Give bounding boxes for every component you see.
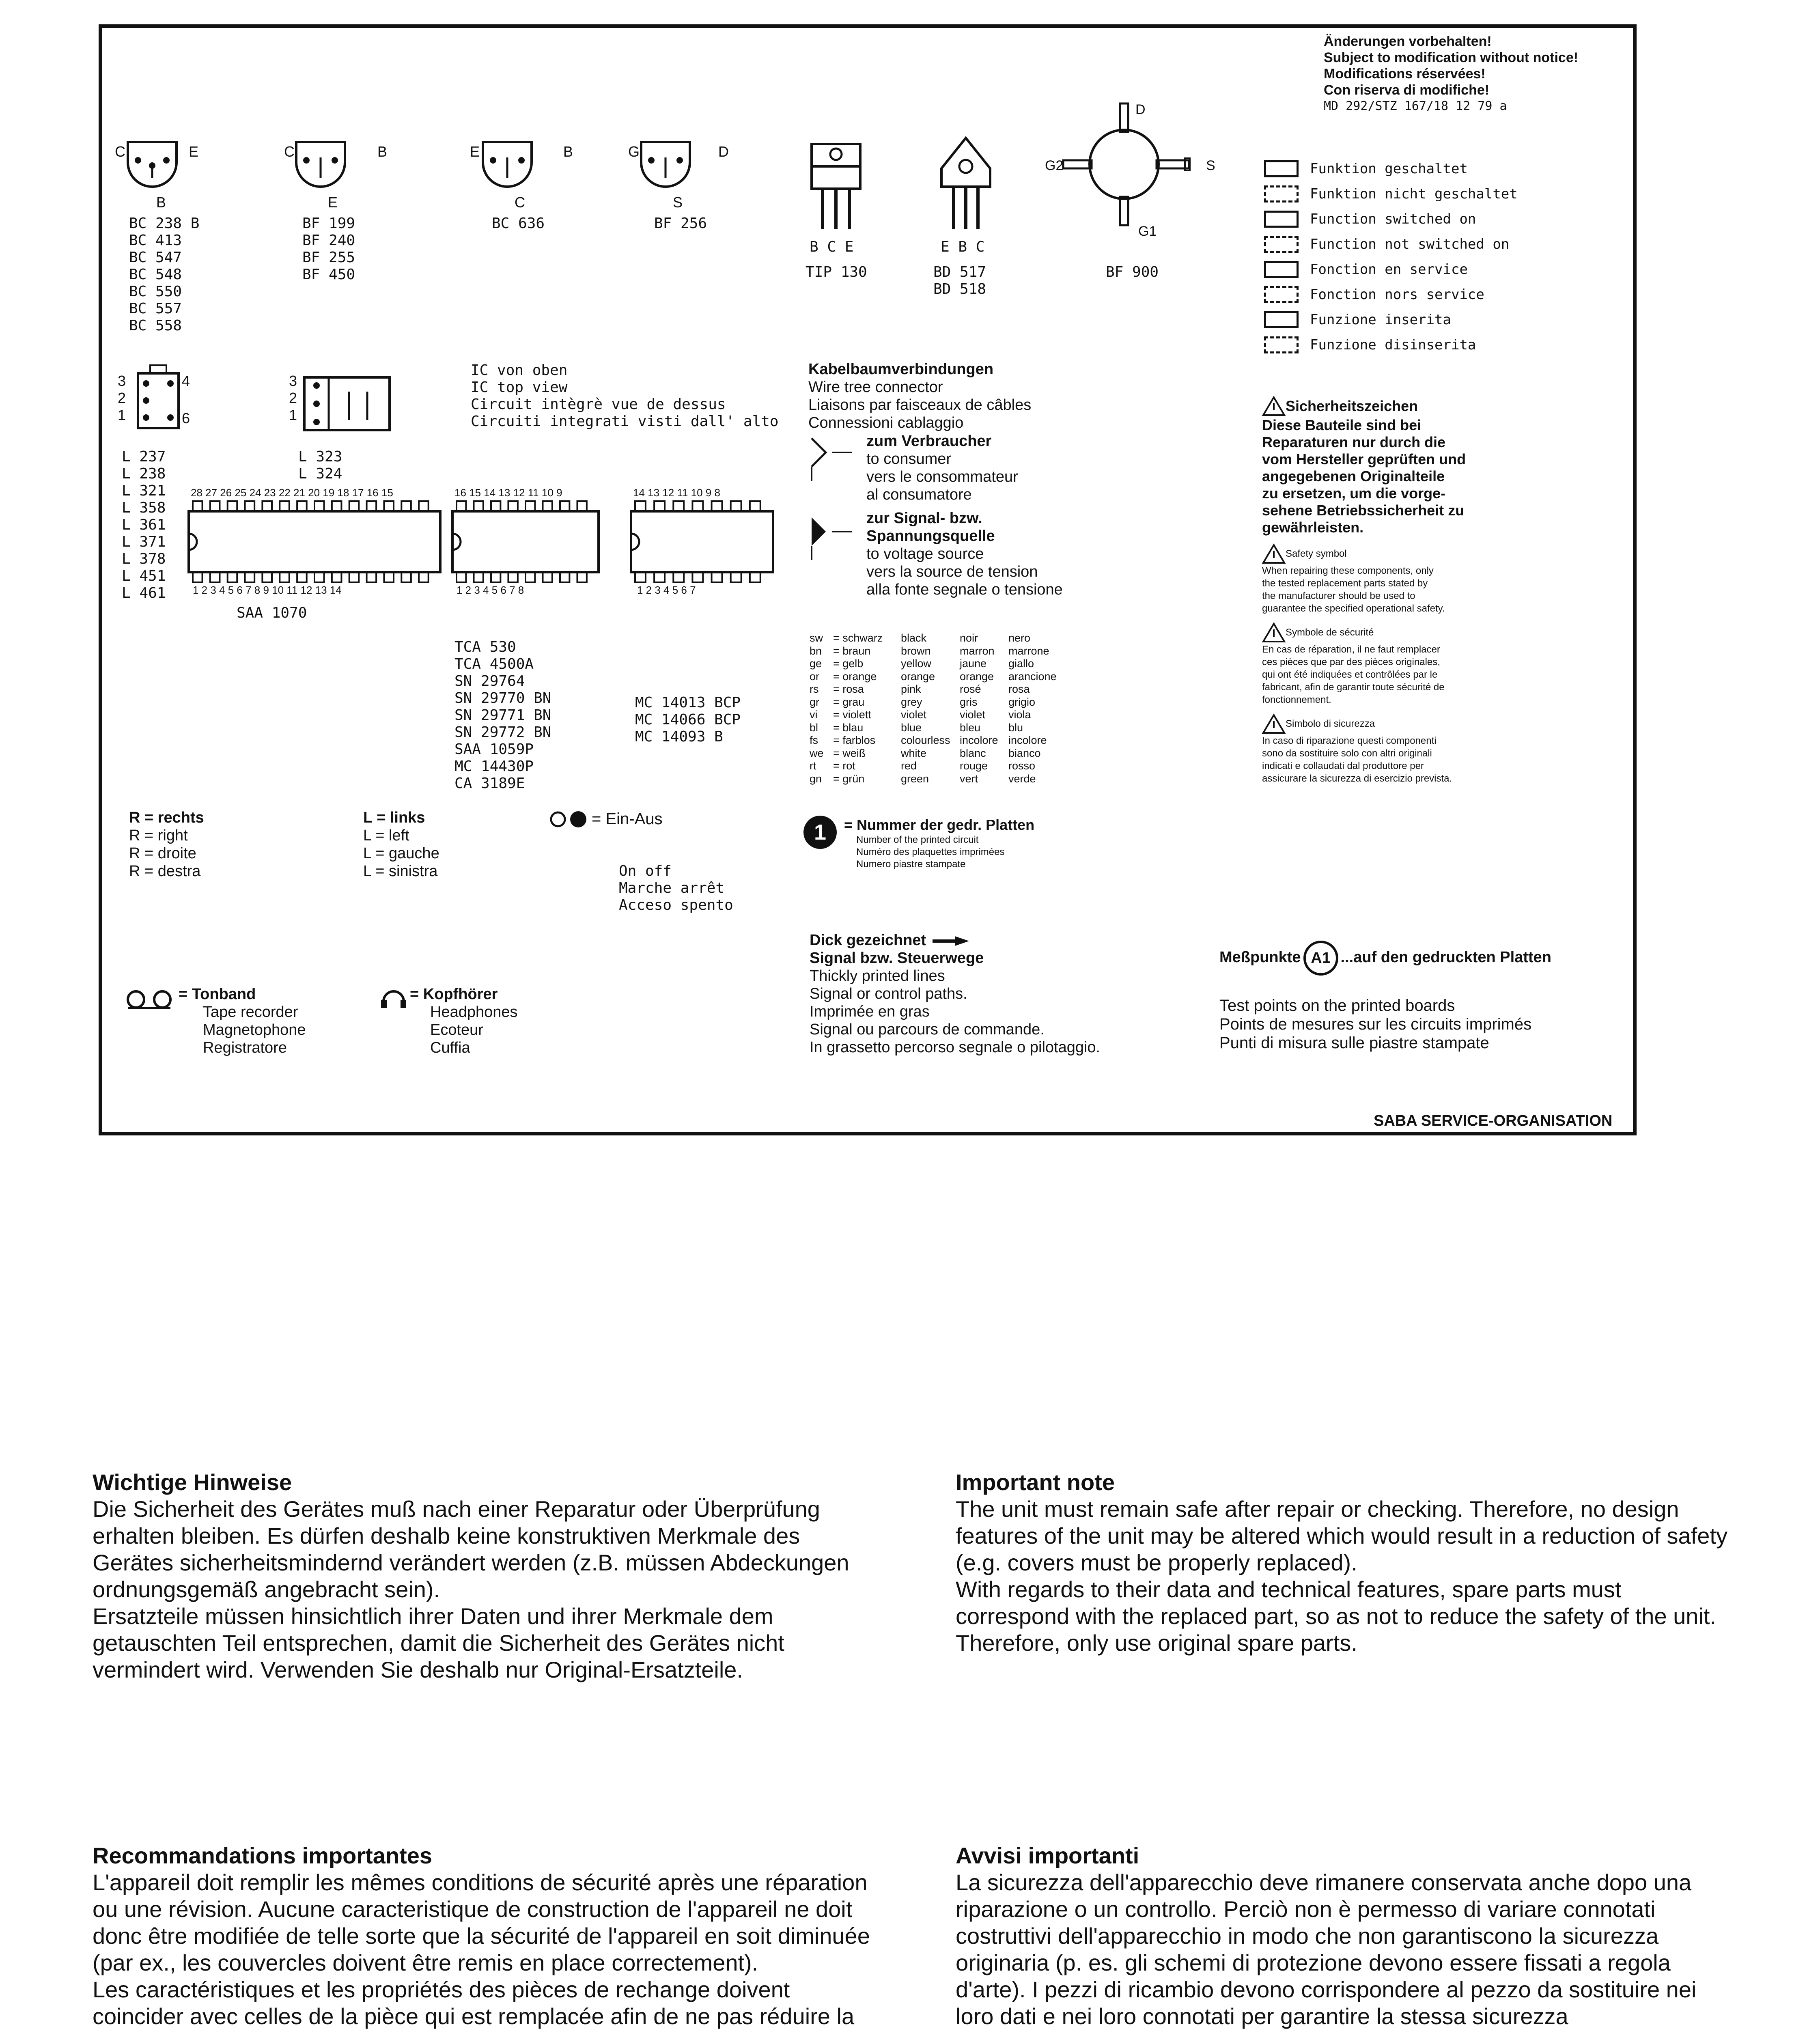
note-german: Wichtige Hinweise Die Sicherheit des Gerätes muß nach einer Reparatur oder Überprüfung erhalten bleiben. Es dürfen deshalb keine konstruktiven Merkmale des Gerätes sicherheitsmindernd verändert werden (z.B. müssen Abdeckungen ordnungsgemäß angebracht sein). Ersatzteile müssen hinsichtlich ihrer Daten und ihrer Merkmale dem getauschten Teil entsprechen, damit die Sicherheit des Gerätes nicht vermindert wird. Verwenden Sie deshalb nur Original-Ersatzteile. (93, 1469, 849, 1682)
ic-pin (731, 501, 741, 511)
pin-label: C (284, 143, 295, 160)
ic-dip28-icon (185, 499, 444, 584)
wire-color-cell: bl (810, 721, 818, 734)
tape-recorder-icon (124, 987, 177, 1012)
pin-label: S (1206, 158, 1215, 173)
to220-package-icon (810, 136, 870, 241)
thick-arrow-icon (930, 935, 971, 947)
wire-color-cell: rosé (960, 683, 981, 695)
wire-color-cell: = gelb (833, 657, 864, 670)
wire-color-cell: incolore (1008, 734, 1047, 746)
wire-color-cell: blanc (960, 747, 986, 759)
wire-color-cell: viola (1008, 709, 1031, 721)
ic-pin-numbers-top: 14 13 12 11 10 9 8 (633, 487, 720, 499)
source-arrow-icon (808, 509, 864, 566)
ic-pin (635, 572, 646, 582)
warning-triangle-icon (1262, 713, 1286, 734)
test-points-heading: Meßpunkte A1 ...auf den gedruckten Platten (1219, 941, 1551, 976)
ic-pin (210, 501, 220, 511)
warning-triangle-icon (1262, 622, 1286, 643)
pin-label: E B C (941, 239, 985, 255)
wire-color-cell: orange (960, 670, 994, 683)
pin-label: B C E (810, 239, 854, 255)
ic-pin (349, 501, 359, 511)
pin-label: C (115, 143, 125, 160)
ic-pin (367, 501, 377, 511)
on-off-icon (550, 810, 590, 830)
wire-color-cell: or (810, 670, 820, 683)
ic-pin (332, 572, 342, 582)
ic-pin (731, 572, 741, 582)
ic-pin (577, 572, 587, 582)
wire-color-cell: we (810, 747, 824, 759)
ic-pin-numbers-bottom: 1 2 3 4 5 6 7 (637, 584, 696, 596)
wire-color-cell: = farblos (833, 734, 876, 746)
wire-color-cell: = orange (833, 670, 877, 683)
pin-label: C (515, 194, 525, 211)
wire-color-cell: = blau (833, 721, 864, 734)
ic-pin (349, 572, 359, 582)
ic-pin (560, 572, 569, 582)
wire-color-cell: gr (810, 696, 820, 708)
dashed-box-icon (1264, 336, 1299, 353)
wire-color-cell: jaune (960, 657, 987, 670)
ic-pin (491, 501, 500, 511)
wire-color-cell: giallo (1008, 657, 1034, 670)
ic-pin (692, 572, 703, 582)
ic-dip14-icon (627, 499, 777, 584)
wire-color-cell: noir (960, 632, 978, 644)
wire-color-cell: bn (810, 644, 822, 657)
pin-label: B (563, 143, 573, 160)
wire-color-cell: black (901, 632, 927, 644)
wire-color-cell: = braun (833, 644, 871, 657)
ic-pin (712, 501, 722, 511)
pin-label: G2 (1045, 158, 1064, 173)
ic-pin (228, 501, 237, 511)
ic-pin (228, 572, 237, 582)
ic-pin (314, 572, 324, 582)
ic-pin (491, 572, 500, 582)
transistor-type-list: BF 199 BF 240 BF 255 BF 450 (302, 215, 355, 283)
ic-pin (245, 572, 255, 582)
ic-pin (419, 501, 429, 511)
ic-caption: IC von oben IC top view Circuit intègrè vue de dessus Circuiti integrati visti dall' alto (471, 362, 779, 430)
wire-color-cell: green (901, 772, 929, 785)
ic-pin (508, 572, 518, 582)
ic-pin (332, 501, 342, 511)
transistor-type-list: BF 256 (654, 215, 707, 232)
wire-color-cell: = rot (833, 760, 855, 772)
ic-pin-numbers-top: 16 15 14 13 12 11 10 9 (454, 487, 562, 499)
wire-color-cell: grigio (1008, 696, 1036, 708)
ic-type-list: MC 14013 BCP MC 14066 BCP MC 14093 B (635, 694, 741, 745)
wire-color-cell: gris (960, 696, 978, 708)
ic-pin (457, 572, 466, 582)
wire-color-cell: nero (1008, 632, 1031, 644)
ic-pin (560, 501, 569, 511)
transistor-type: BF 900 (1106, 264, 1159, 280)
solid-box-icon (1264, 211, 1299, 228)
ic-type-list: TCA 530 TCA 4500A SN 29764 SN 29770 BN SN 29771 BN SN 29772 BN SAA 1059P MC 14430P CA 3189E (454, 639, 551, 792)
solid-box-icon (1264, 311, 1299, 328)
wire-color-cell: gn (810, 772, 822, 785)
ic-pin (401, 501, 411, 511)
ic-pin-numbers-bottom: 1 2 3 4 5 6 7 8 9 10 11 12 13 14 (193, 584, 342, 596)
wire-color-cell: = rosa (833, 683, 864, 695)
wire-color-cell: = weiß (833, 747, 866, 759)
function-legend: Funktion geschaltet Funktion nicht geschaltet Function switched on Function not switched on Fonction en service Fonction nors service Funzione inserita Funzione disinserita (1264, 156, 1518, 358)
on-off-legend: On off Marche arrêt Acceso spento (619, 863, 733, 913)
ic-pin (750, 501, 760, 511)
pin-label: G (628, 143, 640, 160)
transistor-type-list: BD 517 BD 518 (933, 264, 986, 297)
ic-pin-numbers-bottom: 1 2 3 4 5 6 7 8 (457, 584, 524, 596)
ic-pin (474, 572, 483, 582)
ic-pin (508, 501, 518, 511)
wire-color-cell: ge (810, 657, 822, 670)
ic-pin-numbers-top: 28 27 26 25 24 23 22 21 20 19 18 17 16 15 (191, 487, 393, 499)
ic-pin (193, 572, 202, 582)
right-direction-legend: R = rechts R = right R = droite R = destra (129, 809, 204, 880)
test-points-legend: Test points on the printed boards Points de mesures sur les circuits imprimés Punti di misura sulle piastre stampate (1219, 997, 1532, 1052)
wire-color-cell: orange (901, 670, 935, 683)
ic-pin (384, 572, 394, 582)
ic-type-list: L 323 L 324 (298, 448, 342, 482)
warning-triangle-icon (1262, 543, 1286, 564)
board-number-badge: 1 (803, 816, 837, 849)
ic-pin (543, 572, 552, 582)
to92-package-icon (475, 134, 540, 195)
wire-color-cell: verde (1008, 772, 1036, 785)
wire-color-cell: vi (810, 709, 818, 721)
wire-color-cell: rs (810, 683, 819, 695)
ic-pin (673, 501, 684, 511)
modification-notice: Änderungen vorbehalten! Subject to modification without notice! Modifications réservées! Con riserva di modifiche! MD 292/STZ 167/18 12 79 a (1324, 34, 1579, 113)
ic-pin (297, 572, 307, 582)
wire-color-cell: pink (901, 683, 921, 695)
wire-color-cell: brown (901, 644, 931, 657)
thick-lines-legend: Dick gezeichnet Signal bzw. Steuerwege Thickly printed lines Signal or control paths. Imprimée en gras Signal ou parcours de commande. In grassetto percorso segnale o pilotaggio. (810, 932, 1101, 1056)
consumer-legend: zum Verbraucher to consumer vers le consommateur al consumatore (866, 433, 1018, 503)
to126-package-icon (933, 130, 998, 239)
pin-label: B (377, 143, 388, 160)
consumer-arrow-icon (808, 434, 864, 499)
dashed-box-icon (1264, 286, 1299, 303)
wire-color-cell: blu (1008, 721, 1023, 734)
ic-dip16-icon (448, 499, 603, 584)
wire-color-cell: fs (810, 734, 818, 746)
wire-color-cell: rosa (1008, 683, 1030, 695)
ic-6pin-icon (122, 363, 211, 436)
left-direction-legend: L = links L = left L = gauche L = sinistra (363, 809, 439, 880)
note-italian: Avvisi importanti La sicurezza dell'apparecchio deve rimanere conservata anche dopo una riparazione o un controllo. Perciò non è permesso di variare connotati costruttivi dell'apparecchio in modo che non garantiscono la sicurezza originaria (p. es. gli schemi di protezione devono essere fissati a regola d'arte). I pezzi di ricambio devono corrispondere al pezzo da sostituire nei loro dati e nei loro connotati per garantire la stessa sicurezza (956, 1843, 1697, 2029)
ic-pin (673, 572, 684, 582)
pin-label: S (673, 194, 683, 211)
wire-color-cell: rouge (960, 760, 988, 772)
wire-color-cell: white (901, 747, 927, 759)
wire-color-cell: blue (901, 721, 922, 734)
note-english: Important note The unit must remain safe after repair or checking. Therefore, no design features of the unit may be altered which would result in a reduction of safety (e.g. covers must be properly replaced). With regards to their data and technical features, spare parts must correspond with the replaced part, so as not to reduce the safety of the unit. Therefore, only use original spare parts. (956, 1469, 1727, 1656)
board-number-label: = Nummer der gedr. Platten (844, 816, 1035, 833)
wire-color-cell: rt (810, 760, 816, 772)
ic-pin (635, 501, 646, 511)
wire-color-cell: marron (960, 644, 995, 657)
to92-package-icon (633, 134, 698, 195)
transistor-type-list: BC 238 B BC 413 BC 547 BC 548 BC 550 BC 557 BC 558 (129, 215, 200, 334)
ic-pin (692, 501, 703, 511)
note-french: Recommandations importantes L'appareil doit remplir les mêmes conditions de sécurité après une réparation ou une révision. Aucune caracteristique de construction de l'appareil ne doit donc être modifiée de telle sorte que la sécurité de l'appareil en soit diminuée (par ex., les couvercles doivent être remis en place correctement). Les caractéristiques et les propriétés des pièces de rechange doivent coincider avec celles de la pièce qui est remplacée afin de ne pas réduire la (93, 1843, 870, 2029)
pin-label: E (470, 143, 480, 160)
tape-recorder-legend: = Tonband Tape recorder Magnetophone Registratore (179, 986, 306, 1056)
ic-pin (384, 501, 394, 511)
ic-pin (280, 572, 289, 582)
wire-color-cell: incolore (960, 734, 998, 746)
source-legend: zur Signal- bzw. Spannungsquelle to voltage source vers la source de tension alla fonte segnale o tensione (866, 510, 1063, 598)
ic-pin (367, 572, 377, 582)
wire-color-cell: violet (901, 709, 927, 721)
pin-label: D (718, 143, 729, 160)
board-number-legend: Number of the printed circuit Numéro des plaquettes imprimées Numero piastre stampate (856, 834, 1005, 870)
ic-pin (543, 501, 552, 511)
ic-pin-numbers: 3 2 1 (289, 373, 297, 423)
ic-pin (210, 572, 220, 582)
warning-triangle-icon (1262, 396, 1286, 417)
ic-pin (526, 501, 535, 511)
ic-pin (262, 501, 272, 511)
ic-type-list: L 237 L 238 L 321 L 358 L 361 L 371 L 378 L 451 L 461 (122, 448, 166, 601)
ic-pin-number: 6 (182, 410, 190, 426)
safety-symbol-legend: Sicherheitszeichen Diese Bauteile sind bei Reparaturen nur durch die vom Hersteller geprüften und angegebenen Originalteile zu ersetzen, um die vorge- sehene Betriebssicherheit zu gewährleisten. Safety symbol When repairing these components, only the tested replacement parts stated by the manufacturer should be used to guarantee the specified operational safety. Symbole de sécurité En cas de réparation, il ne faut remplacer ces pièces que par des pièces originales, qui ont été indiquées et contrôlées par le fabricant, afin de garantir toute sécurité de fonctionnement. Simbolo di sicurezza In caso di riparazione questi componenti sono da sostituire solo con altri originali indicati e collaudati dal produttore per assicurare la sicurezza di esercizio prevista. (1262, 396, 1466, 785)
cable-connector-legend: Kabelbaumverbindungen Wire tree connector Liaisons par faisceaux de câbles Connessioni cablaggio (808, 361, 1032, 431)
pin-label: B (156, 194, 166, 211)
solid-box-icon (1264, 261, 1299, 278)
ic-pin (401, 572, 411, 582)
wire-color-cell: marrone (1008, 644, 1049, 657)
wire-color-cell: arancione (1008, 670, 1057, 683)
headphones-icon (379, 985, 408, 1014)
wire-color-cell: vert (960, 772, 978, 785)
wire-color-cell: violet (960, 709, 986, 721)
ic-pin (577, 501, 587, 511)
solid-box-icon (1264, 160, 1299, 177)
ic-pin (193, 501, 202, 511)
transistor-type: TIP 130 (806, 264, 867, 280)
ic-pin (314, 501, 324, 511)
ic-pin (526, 572, 535, 582)
ic-pin (280, 501, 289, 511)
pin-label: D (1135, 102, 1146, 117)
ic-pin-numbers: 3 2 1 (118, 373, 126, 423)
transistor-type-list: BC 636 (492, 215, 545, 232)
to92-package-icon (288, 134, 353, 195)
headphones-legend: = Kopfhörer Headphones Ecoteur Cuffia (410, 986, 518, 1056)
wire-color-cell: bianco (1008, 747, 1041, 759)
ic-pin-number: 4 (182, 373, 190, 389)
wire-color-cell: bleu (960, 721, 981, 734)
ic-pin (262, 572, 272, 582)
ic-pin (712, 572, 722, 582)
on-off-label: = Ein-Aus (592, 810, 663, 828)
wire-color-cell: = grau (833, 696, 865, 708)
wire-color-cell: = grün (833, 772, 865, 785)
wire-color-cell: sw (810, 632, 823, 644)
ic-pin (297, 501, 307, 511)
ic-pin (419, 572, 429, 582)
ic-type: SAA 1070 (237, 605, 307, 621)
to92-package-icon (120, 134, 185, 195)
wire-color-cell: yellow (901, 657, 932, 670)
ic-pin (474, 501, 483, 511)
wire-color-cell: = violett (833, 709, 871, 721)
ic-pin (750, 572, 760, 582)
dashed-box-icon (1264, 185, 1299, 202)
mosfet-package-icon (1055, 99, 1226, 233)
wire-color-cell: red (901, 760, 917, 772)
dashed-box-icon (1264, 236, 1299, 253)
pin-label: E (328, 194, 338, 211)
ic-connector-icon (294, 369, 400, 434)
footer-organisation: SABA SERVICE-ORGANISATION (1374, 1112, 1613, 1129)
ic-pin (654, 501, 665, 511)
test-point-marker: A1 (1303, 941, 1338, 976)
wire-color-cell: rosso (1008, 760, 1036, 772)
pin-label: G1 (1138, 224, 1157, 239)
ic-pin (457, 501, 466, 511)
ic-pin (654, 572, 665, 582)
wire-color-cell: grey (901, 696, 922, 708)
wire-color-cell: colourless (901, 734, 950, 746)
wire-color-cell: = schwarz (833, 632, 883, 644)
pin-label: E (189, 143, 199, 160)
ic-pin (245, 501, 255, 511)
